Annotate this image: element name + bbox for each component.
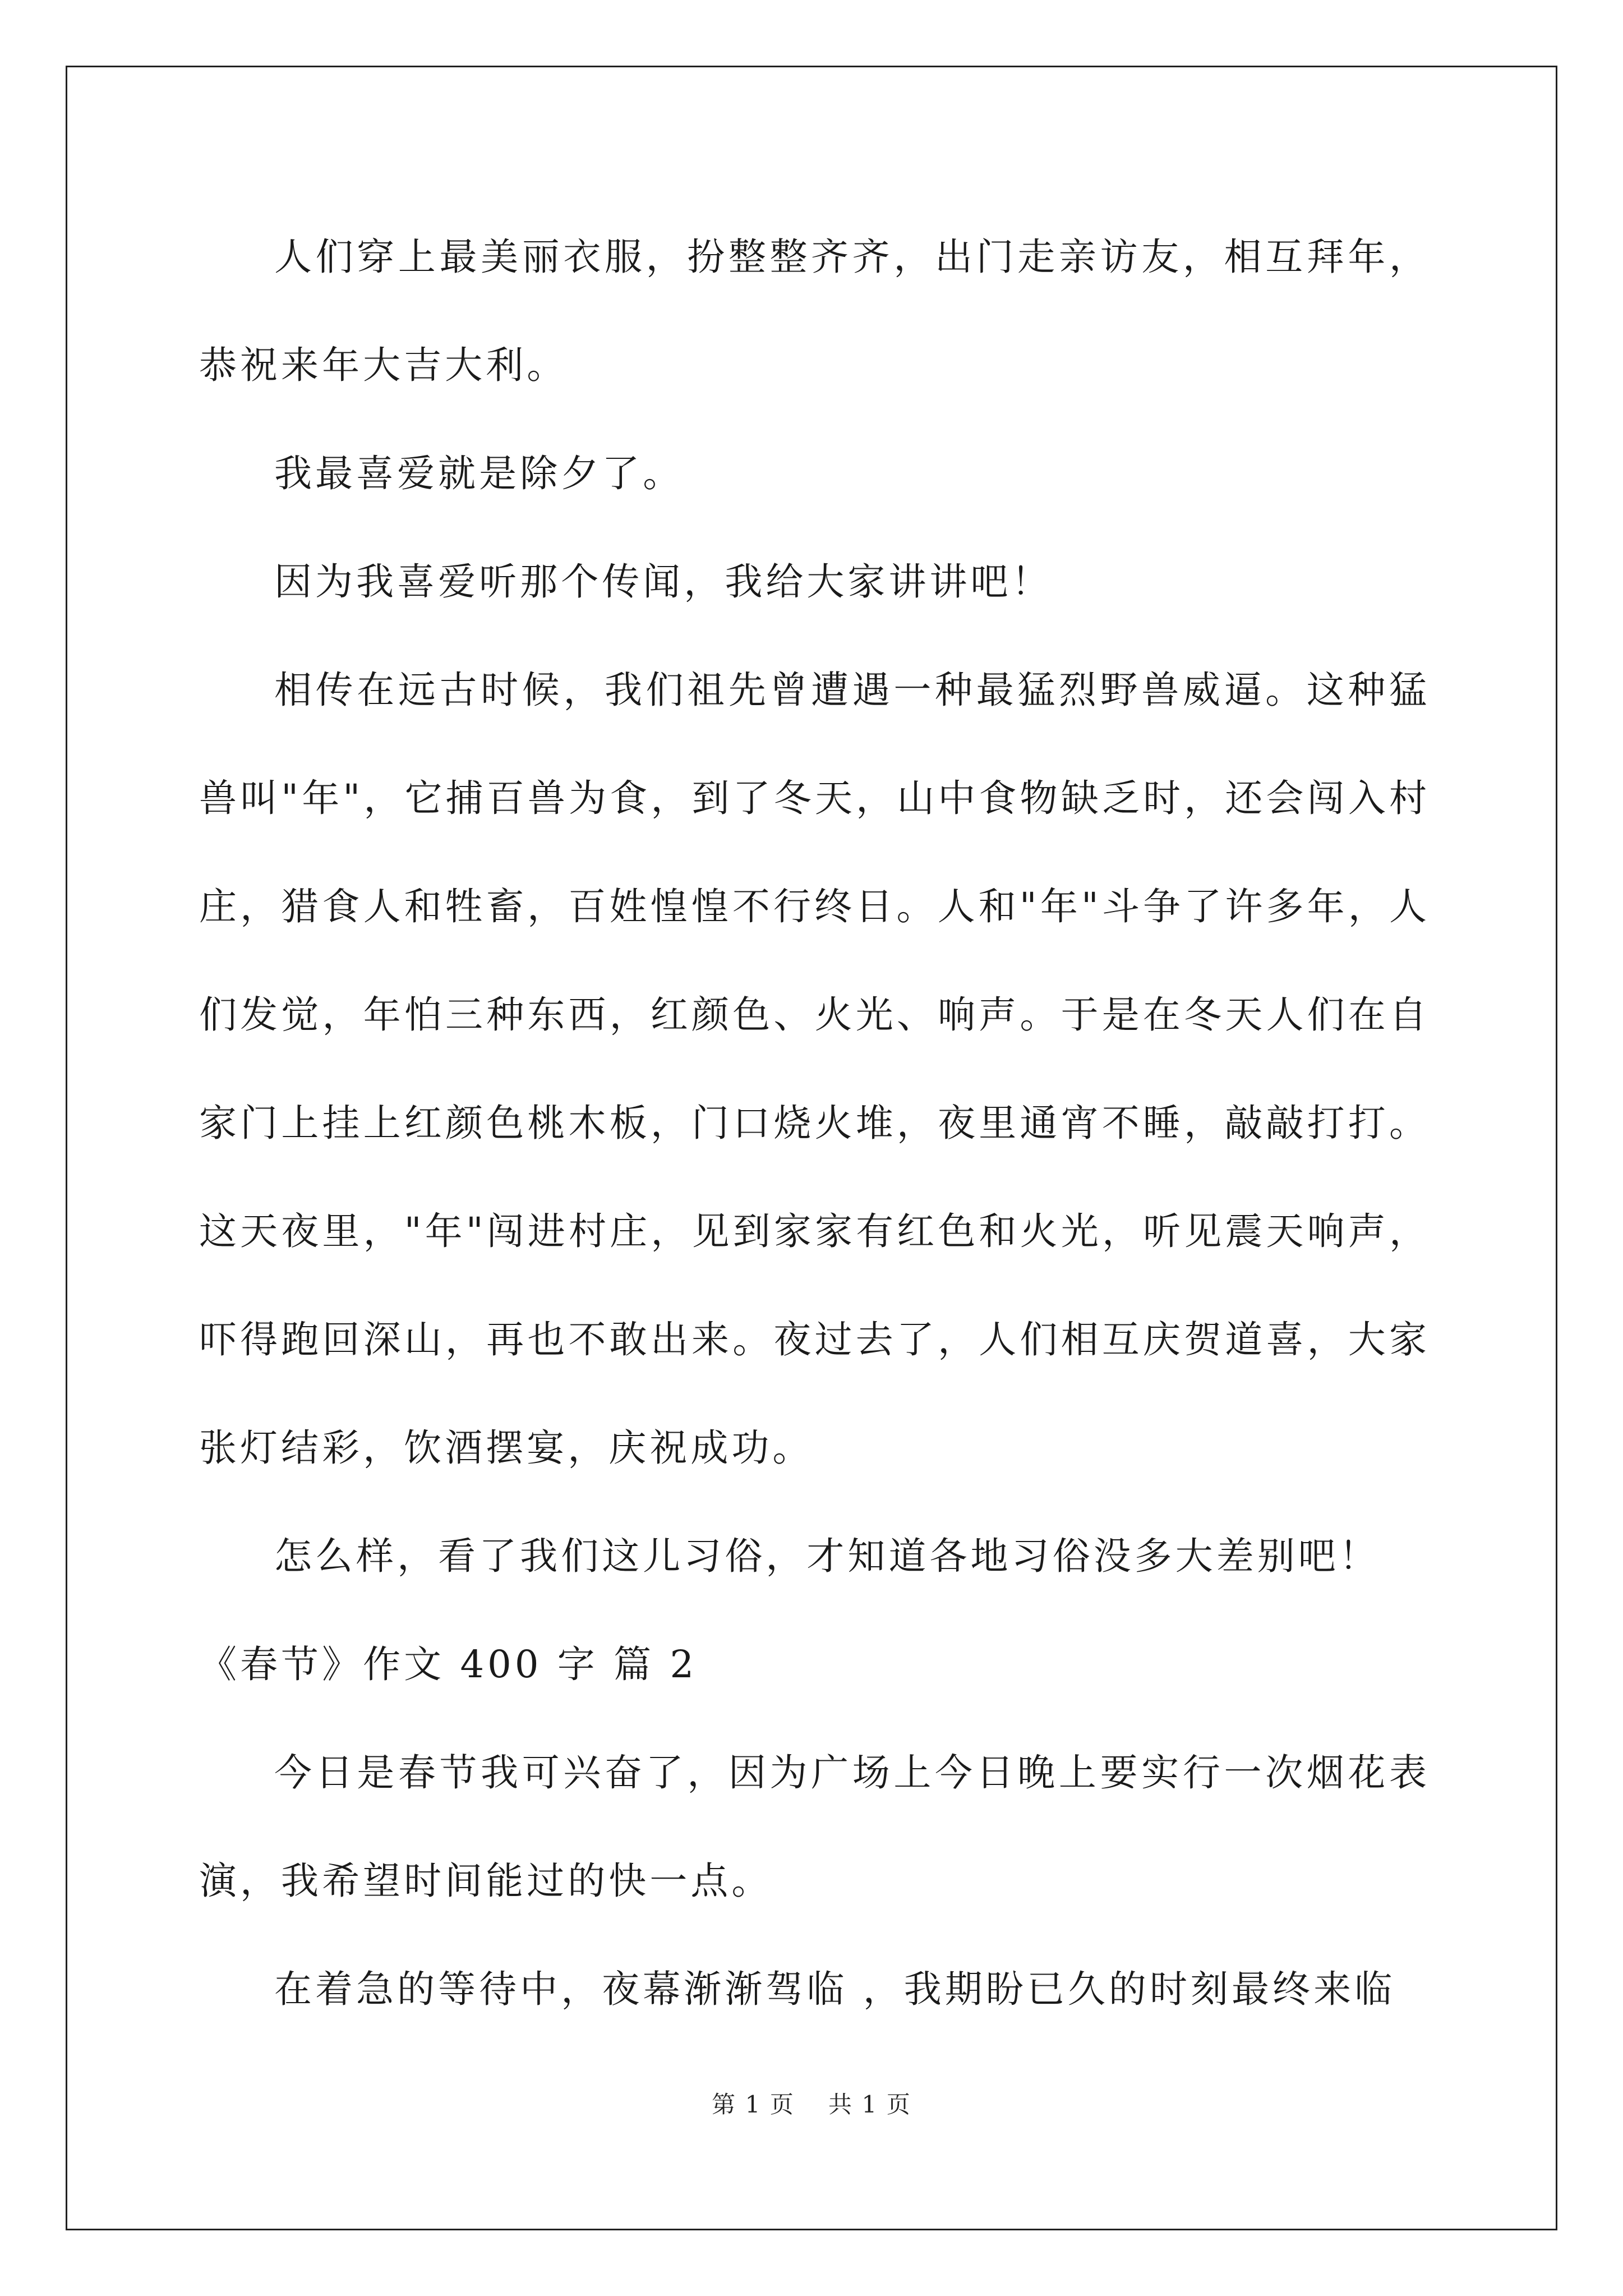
paragraph: 在着急的等待中，夜幕渐渐驾临 ，我期盼已久的时刻最终来临 — [274, 1967, 1396, 2011]
paragraph: 人们穿上最美丽衣服，扮整整齐齐，出门走亲访友，相互拜年，恭祝来年大吉大利。 — [199, 235, 1430, 387]
page-footer — [0, 2088, 1623, 2122]
section-heading: 《春节》作文 400 字 篇 2 — [199, 1642, 698, 1686]
paragraph: 我最喜爱就是除夕了。 — [274, 452, 684, 495]
page-total: 共 1 页 — [828, 2091, 911, 2118]
paragraph: 因为我喜爱听那个传闻，我给大家讲讲吧！ — [274, 560, 1053, 604]
page-number: 第 1 页 — [712, 2091, 795, 2118]
paragraph: 今日是春节我可兴奋了，因为广场上今日晚上要实行一次烟花表演，我希望时间能过的快一点。 — [199, 1751, 1430, 1903]
paragraph: 相传在远古时候，我们祖先曾遭遇一种最猛烈野兽威逼。这种猛兽叫"年"，它捕百兽为食，到了冬天，山中食物缺乏时，还会闯入村庄，猎食人和牲畜，百姓惶惶不行终日。人和"年"斗争了许多年，人们发觉，年怕三种东西，红颜色、火光、响声。于是在冬天人们在自家门上挂上红颜色桃木板，门口烧火堆，夜里通宵不睡，敲敲打打。这天夜里，"年"闯进村庄，见到家家有红色和火光，听见震天响声，吓得跑回深山，再也不敢出来。夜过去了，人们相互庆贺道喜，大家张灯结彩，饮酒摆宴，庆祝成功。 — [199, 668, 1430, 1470]
document-body — [199, 203, 1430, 2044]
paragraph: 怎么样，看了我们这儿习俗，才知道各地习俗没多大差别吧！ — [274, 1534, 1380, 1578]
